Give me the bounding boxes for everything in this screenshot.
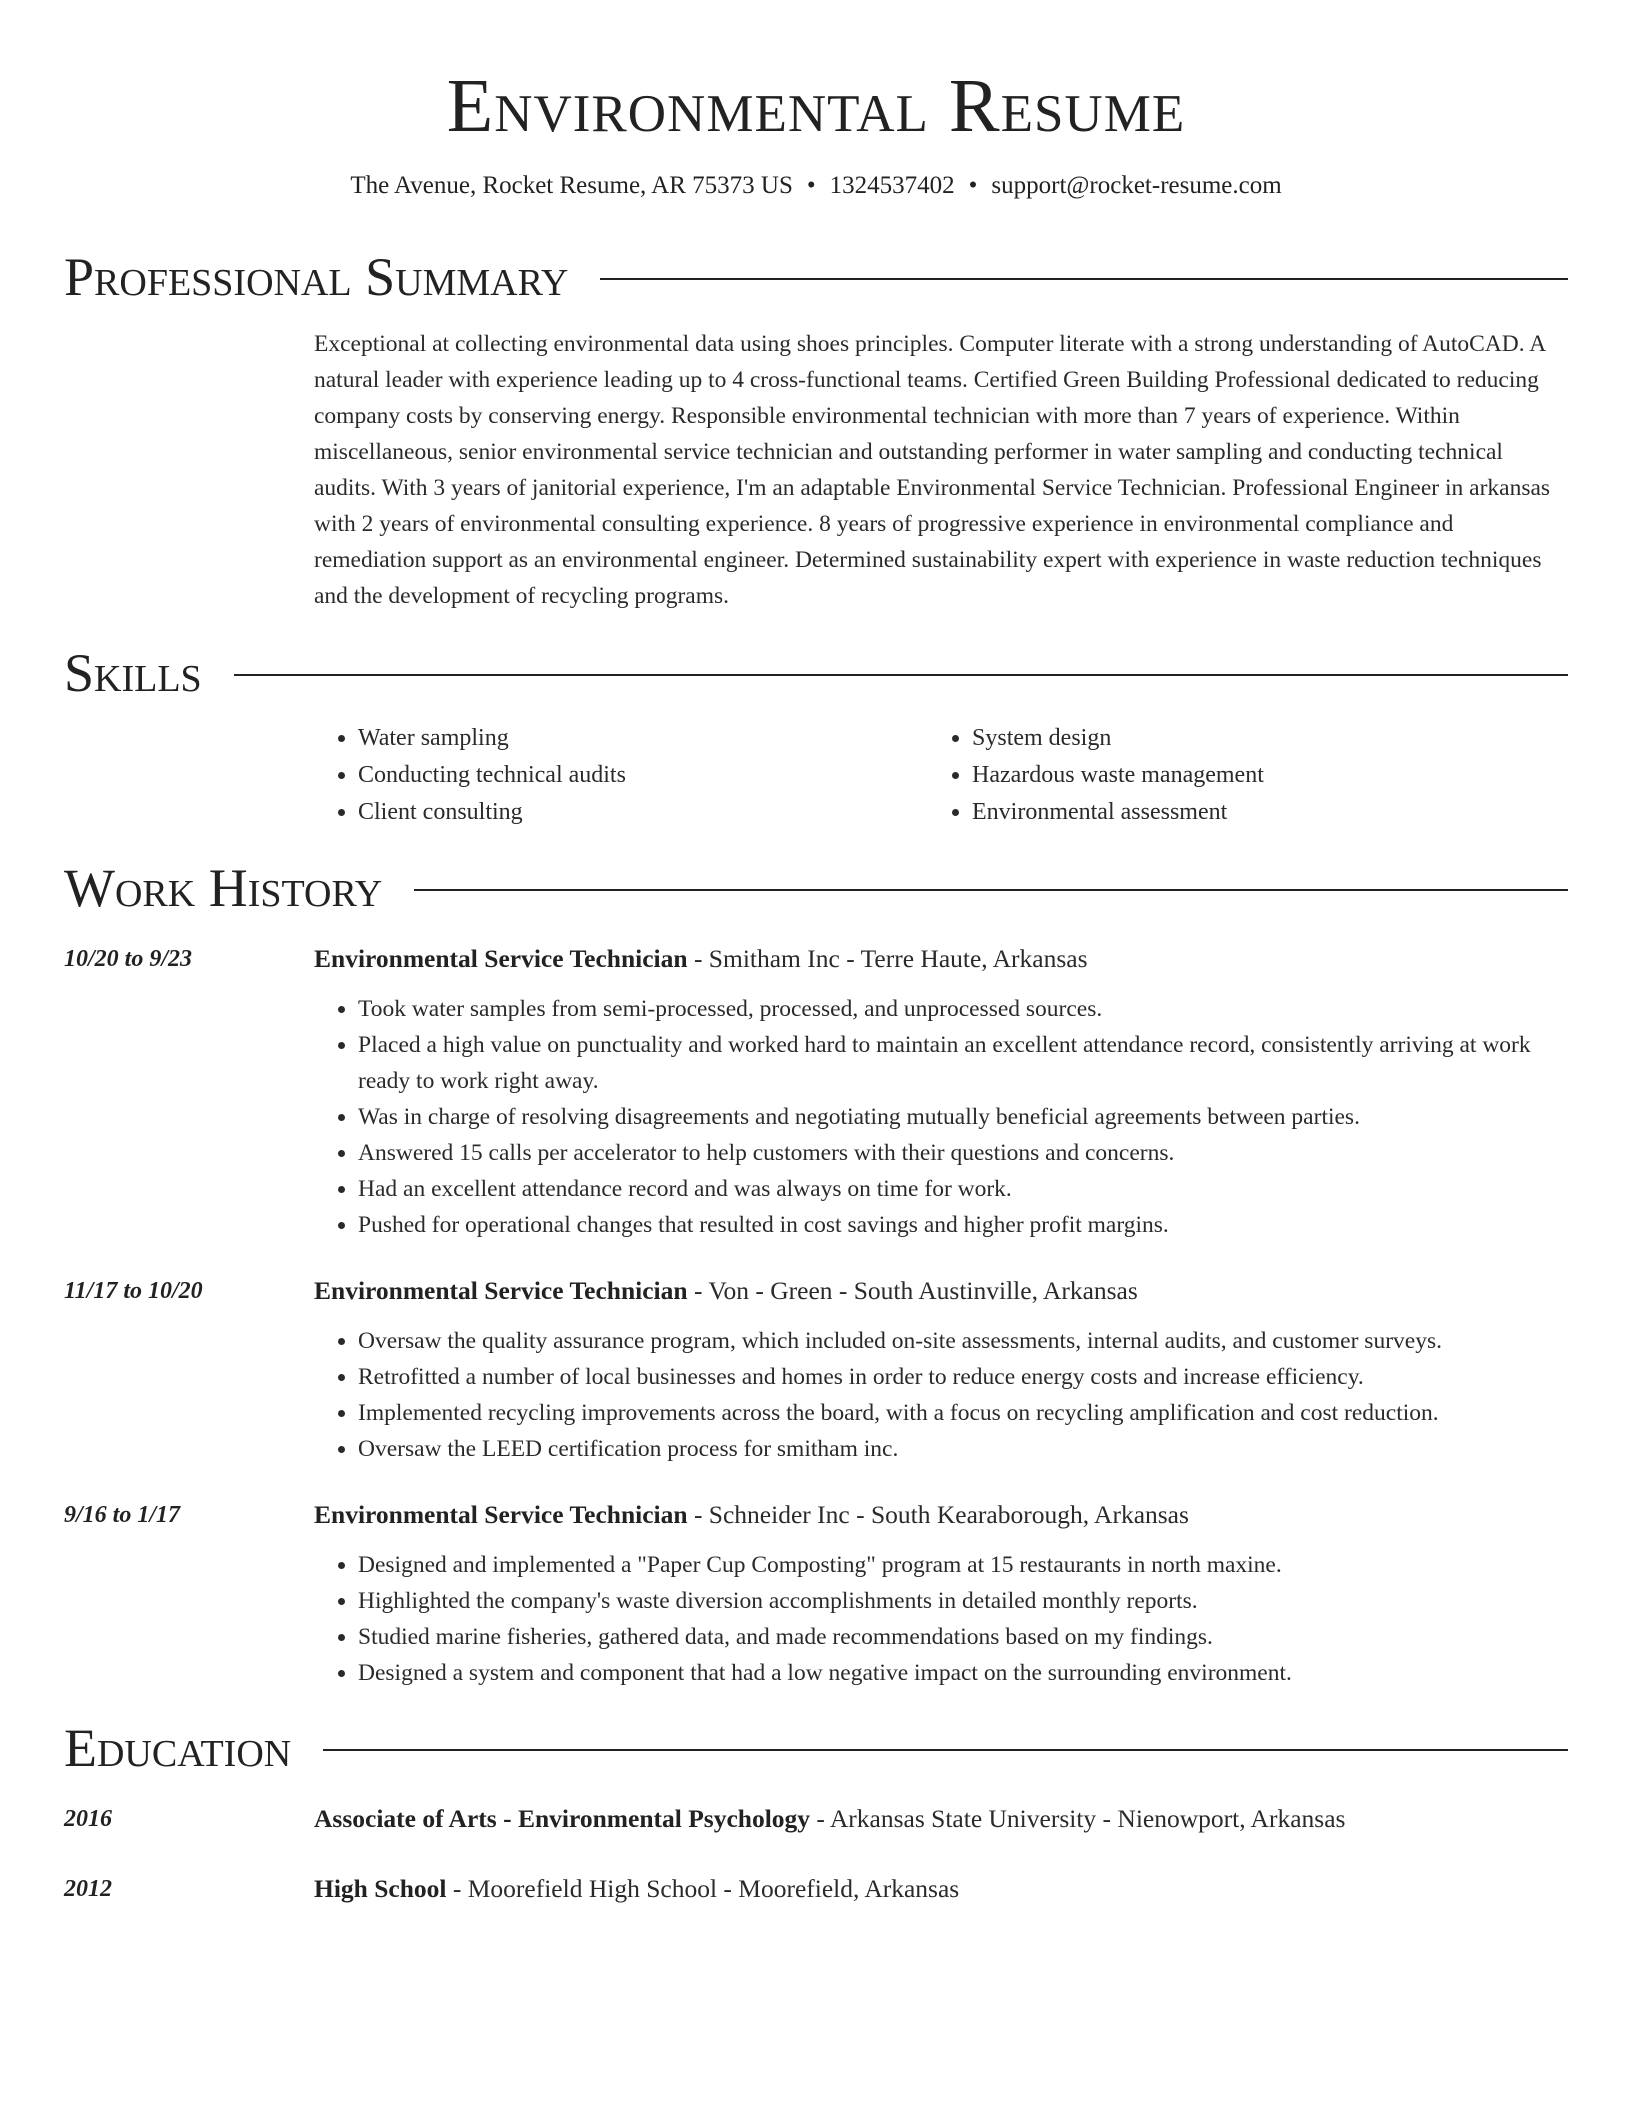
- job-dates: 10/20 to 9/23: [64, 946, 193, 972]
- job-bullets: [314, 1323, 1568, 1467]
- job-title: Environmental Service Technician: [314, 1276, 688, 1305]
- education-section-header: [64, 1717, 1568, 1779]
- education-details: [314, 1871, 959, 1907]
- job-bullet: • Answered 15 calls per accelerator to help customers with their questions and concerns.: [358, 1135, 1568, 1171]
- job-headline: [314, 1497, 1568, 1533]
- job-entry: [64, 1273, 1568, 1467]
- contact-separator: •: [806, 172, 816, 199]
- job-bullets: [314, 991, 1568, 1243]
- resume-title: Environmental Resume: [446, 64, 1186, 148]
- contact-separator: •: [968, 172, 978, 199]
- job-bullet: • Designed a system and component that had a low negative impact on the surrounding environment.: [358, 1655, 1568, 1691]
- education-entry: [64, 1871, 1568, 1907]
- job-employer: - Smitham Inc - Terre Haute, Arkansas: [687, 944, 1088, 973]
- contact-line: [64, 170, 1568, 202]
- skill-item: • System design: [972, 720, 1542, 757]
- summary-heading: Professional Summary: [64, 247, 569, 307]
- job-bullet: • Studied marine fisheries, gathered data, and made recommendations based on my findings.: [358, 1619, 1568, 1655]
- job-employer: - Von - Green - South Austinville, Arkansas: [687, 1276, 1138, 1305]
- skill-item: • Conducting technical audits: [358, 757, 928, 794]
- education-year: 2012: [64, 1876, 112, 1902]
- job-title: Environmental Service Technician: [314, 1500, 688, 1529]
- skills-column-1: [314, 720, 928, 831]
- education-school: - Arkansas State University - Nienowport, Arkansas: [810, 1804, 1346, 1833]
- skill-item: • Client consulting: [358, 794, 928, 831]
- job-bullet: • Highlighted the company's waste diversion accomplishments in detailed monthly reports.: [358, 1583, 1568, 1619]
- job-bullet: • Pushed for operational changes that resulted in cost savings and higher profit margins.: [358, 1207, 1568, 1243]
- work-heading: Work History: [64, 858, 383, 918]
- summary-text: Exceptional at collecting environmental data using shoes principles. Computer literate with a strong understanding of AutoCAD. A natural leader with experience leading up to 4 cross-functional teams. Certified Green Building Professional dedicated to reducing company costs by conserving energy. Responsible environmental technician with more than 7 years of experience. Within miscellaneous, senior environmental service technician and outstanding performer in water sampling and conducting technical audits. With 3 years of janitorial experience, I'm an adaptable Environmental Service Technician. Professional Engineer in arkansas with 2 years of environmental consulting experience. 8 years of progressive experience in environmental compliance and remediation support as an environmental engineer. Determined sustainability expert with experience in waste reduction techniques and the development of recycling programs.: [314, 331, 1551, 609]
- education-school: - Moorefield High School - Moorefield, Arkansas: [446, 1874, 960, 1903]
- job-bullet: • Had an excellent attendance record and was always on time for work.: [358, 1171, 1568, 1207]
- job-dates: 11/17 to 10/20: [64, 1278, 203, 1304]
- education-entry: [64, 1801, 1568, 1837]
- job-bullets: [314, 1547, 1568, 1691]
- education-degree: High School: [314, 1874, 447, 1903]
- resume-page: [64, 0, 1568, 1907]
- section-divider: [323, 1749, 1568, 1751]
- job-entry: [64, 941, 1568, 1243]
- job-bullet: • Took water samples from semi-processed, processed, and unprocessed sources.: [358, 991, 1568, 1027]
- section-divider: [414, 889, 1568, 891]
- contact-phone: 1324537402: [829, 172, 955, 199]
- job-bullet: • Designed and implemented a "Paper Cup Composting" program at 15 restaurants in north maxine.: [358, 1547, 1568, 1583]
- skill-item: • Water sampling: [358, 720, 928, 757]
- education-heading: Education: [64, 1718, 292, 1778]
- summary-section-header: [64, 246, 1568, 308]
- job-bullet: • Retrofitted a number of local businesses and homes in order to reduce energy costs and increase efficiency.: [358, 1359, 1568, 1395]
- skills-column-2: [928, 720, 1542, 831]
- skill-item: • Environmental assessment: [972, 794, 1542, 831]
- work-section-header: [64, 857, 1568, 919]
- skills-list: [314, 720, 1568, 831]
- skills-heading: Skills: [64, 643, 202, 703]
- section-divider: [600, 278, 1568, 280]
- job-bullet: • Oversaw the LEED certification process for smitham inc.: [358, 1431, 1568, 1467]
- education-details: [314, 1801, 1345, 1837]
- job-bullet: • Implemented recycling improvements across the board, with a focus on recycling amplification and cost reduction.: [358, 1395, 1568, 1431]
- education-year: 2016: [64, 1806, 112, 1832]
- job-entry: [64, 1497, 1568, 1691]
- contact-email: support@rocket-resume.com: [991, 172, 1282, 199]
- education-degree: Associate of Arts - Environmental Psychology: [314, 1804, 811, 1833]
- contact-address: The Avenue, Rocket Resume, AR 75373 US: [350, 172, 793, 199]
- job-bullet: • Placed a high value on punctuality and worked hard to maintain an excellent attendance record, consistently arriving at work ready to work right away.: [358, 1027, 1568, 1099]
- job-headline: [314, 1273, 1568, 1309]
- skill-item: • Hazardous waste management: [972, 757, 1542, 794]
- job-bullet: • Oversaw the quality assurance program, which included on-site assessments, internal audits, and customer surveys.: [358, 1323, 1568, 1359]
- section-divider: [234, 674, 1568, 676]
- job-bullet: • Was in charge of resolving disagreements and negotiating mutually beneficial agreements between parties.: [358, 1099, 1568, 1135]
- job-employer: - Schneider Inc - South Kearaborough, Arkansas: [687, 1500, 1189, 1529]
- skills-section-header: [64, 642, 1568, 704]
- job-headline: [314, 941, 1568, 977]
- job-dates: 9/16 to 1/17: [64, 1502, 181, 1528]
- job-title: Environmental Service Technician: [314, 944, 688, 973]
